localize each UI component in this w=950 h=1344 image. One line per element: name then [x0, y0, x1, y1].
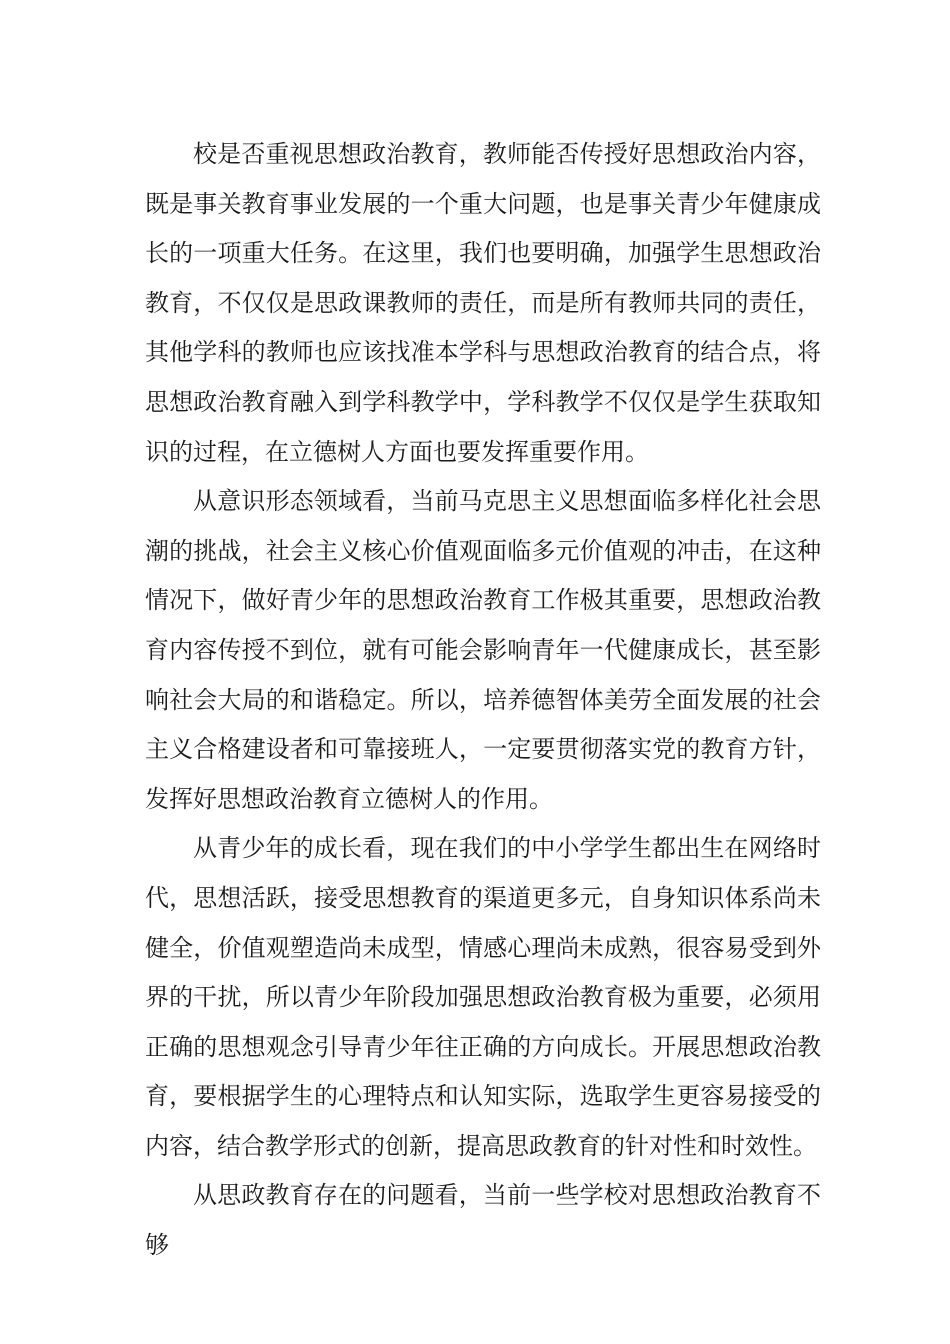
paragraph-2: 从意识形态领域看，当前马克思主义思想面临多样化社会思潮的挑战，社会主义核心价值观面临多元价值观的冲击，在这种情况下，做好青少年的思想政治教育工作极其重要，思想政治教育内容传授不到位，就有可能会影响青年一代健康成长，甚至影响社会大局的和谐稳定。所以，培养德智体美劳全面发展的社会主义合格建设者和可靠接班人，一定要贯彻落实党的教育方针，发挥好思想政治教育立德树人的作用。	[145, 487, 821, 813]
paragraph-3: 从青少年的成长看，现在我们的中小学学生都出生在网络时代，思想活跃，接受思想教育的渠道更多元，自身知识体系尚未健全，价值观塑造尚未成型，情感心理尚未成熟，很容易受到外界的干扰，所以青少年阶段加强思想政治教育极为重要，必须用正确的思想观念引导青少年往正确的方向成长。开展思想政治教育，要根据学生的心理特点和认知实际，选取学生更容易接受的内容，结合教学形式的创新，提高思政教育的针对性和时效性。	[145, 834, 821, 1160]
paragraph-4: 从思政教育存在的问题看，当前一些学校对思想政治教育不够	[145, 1181, 821, 1260]
document-body	[145, 130, 821, 1271]
paragraph-1: 校是否重视思想政治教育，教师能否传授好思想政治内容，既是事关教育事业发展的一个重大问题，也是事关青少年健康成长的一项重大任务。在这里，我们也要明确，加强学生思想政治教育，不仅仅是思政课教师的责任，而是所有教师共同的责任，其他学科的教师也应该找准本学科与思想政治教育的结合点，将思想政治教育融入到学科教学中，学科教学不仅仅是学生获取知识的过程，在立德树人方面也要发挥重要作用。	[145, 140, 821, 466]
